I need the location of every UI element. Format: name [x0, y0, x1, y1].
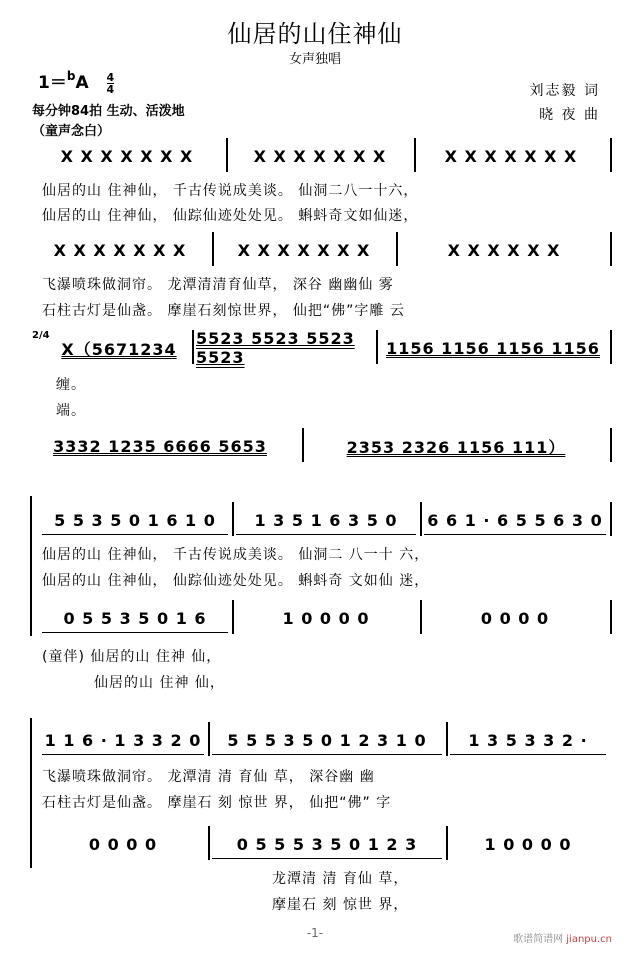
measure: 0 0 0 0 — [88, 834, 158, 854]
measure: 5 5 3 5 0 1 6 1 0 — [42, 506, 228, 535]
measure: X X X X X X — [447, 240, 561, 260]
key-note: A — [75, 73, 89, 93]
song-title: 仙居的山住神仙 — [227, 20, 403, 48]
barline — [446, 826, 448, 860]
barline — [192, 330, 194, 364]
score-system-8 — [32, 830, 614, 858]
lyric-verse-1: 仙居的山 住神仙， 千古传说成美谈。 仙洞二八一十六， — [42, 183, 419, 199]
lyric-verse-2: 端。 — [56, 403, 86, 419]
flat-sign: b — [66, 69, 76, 83]
barline — [446, 722, 448, 756]
lyric-verse-2: 摩崖石 刻 惊世 界， — [272, 897, 409, 913]
measure: 0 5 5 5 3 5 0 1 2 3 — [212, 830, 442, 859]
measure: 1 1 6 · 1 3 3 2 0 — [42, 726, 204, 755]
chant-marking: （童声念白） — [32, 124, 111, 139]
score-system-4 — [32, 432, 614, 460]
score-system-3 — [32, 329, 614, 367]
barline — [226, 138, 228, 172]
lyric-verse-1: 缠。 — [56, 377, 86, 393]
barline — [610, 232, 612, 266]
barline — [396, 232, 398, 266]
measure: 1156 1156 1156 1156 — [386, 338, 600, 358]
song-subtitle: 女声独唱 — [288, 52, 341, 67]
barline — [212, 232, 214, 266]
key-prefix: 1＝ — [38, 73, 67, 93]
measure: 6 6 1 · 6 5 5 6 3 0 — [424, 506, 606, 535]
lyric-verse-1: 飞瀑喷珠做洞帘。 龙潭清清育仙草， 深谷 幽幽仙 雾 — [42, 277, 394, 293]
lyric-verse-1: 飞瀑喷珠做洞帘。 龙潭清 清 育仙 草， 深谷幽 幽 — [42, 769, 375, 785]
measure: 1 3 5 1 6 3 5 0 — [236, 506, 416, 535]
time-signature: $\frac{4}{4}$ — [106, 70, 115, 96]
measure: 5 5 5 3 5 0 1 2 3 1 0 — [212, 726, 442, 755]
measure: X X X X X X X — [237, 240, 371, 260]
companion-lyric-2: 仙居的山 住神 仙， — [94, 675, 225, 691]
lyric-verse-1: 仙居的山 住神仙， 千古传说成美谈。 仙洞二 八一十 六， — [42, 547, 430, 563]
measure: X X X X X X X — [60, 146, 194, 166]
measure: 5523 5523 5523 5523 — [196, 329, 355, 367]
composer-credit: 晓 夜 曲 — [539, 107, 600, 123]
page-number: -1- — [306, 926, 324, 940]
measure: X X X X X X X — [444, 146, 578, 166]
score-system-7 — [32, 726, 614, 754]
score-system-6 — [32, 604, 614, 632]
score-system-1 — [32, 142, 614, 170]
barline — [420, 600, 422, 634]
barline — [610, 428, 612, 462]
barline — [376, 330, 378, 364]
measure: 1 0 0 0 0 — [282, 608, 370, 628]
measure: X（5671234 — [61, 339, 177, 359]
barline — [232, 600, 234, 634]
key-signature — [38, 68, 114, 95]
watermark: 歌谱简谱网 jianpu.cn — [513, 934, 612, 945]
lyric-verse-2: 石柱古灯是仙盏。 摩崖石刻惊世界， 仙把“佛”字雕 云 — [42, 303, 405, 319]
barline — [610, 502, 612, 536]
tempo-marking: 每分钟84拍 生动、活泼地 — [32, 104, 185, 119]
barline — [610, 600, 612, 634]
barline — [232, 502, 234, 536]
score-system-5 — [32, 506, 614, 534]
barline — [610, 138, 612, 172]
barline — [610, 330, 612, 364]
measure: 0 5 5 3 5 0 1 6 — [42, 604, 228, 633]
measure: X X X X X X X — [253, 146, 387, 166]
lyric-verse-2: 石柱古灯是仙盏。 摩崖石 刻 惊世 界， 仙把“佛” 字 — [42, 795, 392, 811]
barline — [302, 428, 304, 462]
lyricist-credit: 刘志毅 词 — [529, 83, 600, 99]
measure: 2353 2326 1156 111） — [346, 437, 566, 457]
lyric-verse-1: 龙潭清 清 育仙 草， — [272, 871, 409, 887]
lyric-verse-2: 仙居的山 住神仙， 仙踪仙迹处处见。 蝌蚪奇文如仙迷， — [42, 208, 419, 224]
barline — [208, 826, 210, 860]
measure: X X X X X X X — [53, 240, 187, 260]
barline — [208, 722, 210, 756]
companion-lyric-1: (童伴) 仙居的山 住神 仙， — [42, 649, 222, 665]
measure: 3332 1235 6666 5653 — [53, 436, 267, 456]
score-system-2 — [32, 236, 614, 264]
measure: 1 3 5 3 3 2 · — [450, 726, 606, 755]
measure: 0 0 0 0 — [480, 608, 550, 628]
barline — [414, 138, 416, 172]
time-signature-change: 2/4 — [32, 330, 50, 341]
barline — [420, 502, 422, 536]
lyric-verse-2: 仙居的山 住神仙， 仙踪仙迹处处见。 蝌蚪奇 文如仙 迷， — [42, 573, 430, 589]
measure: 1 0 0 0 0 — [484, 834, 572, 854]
